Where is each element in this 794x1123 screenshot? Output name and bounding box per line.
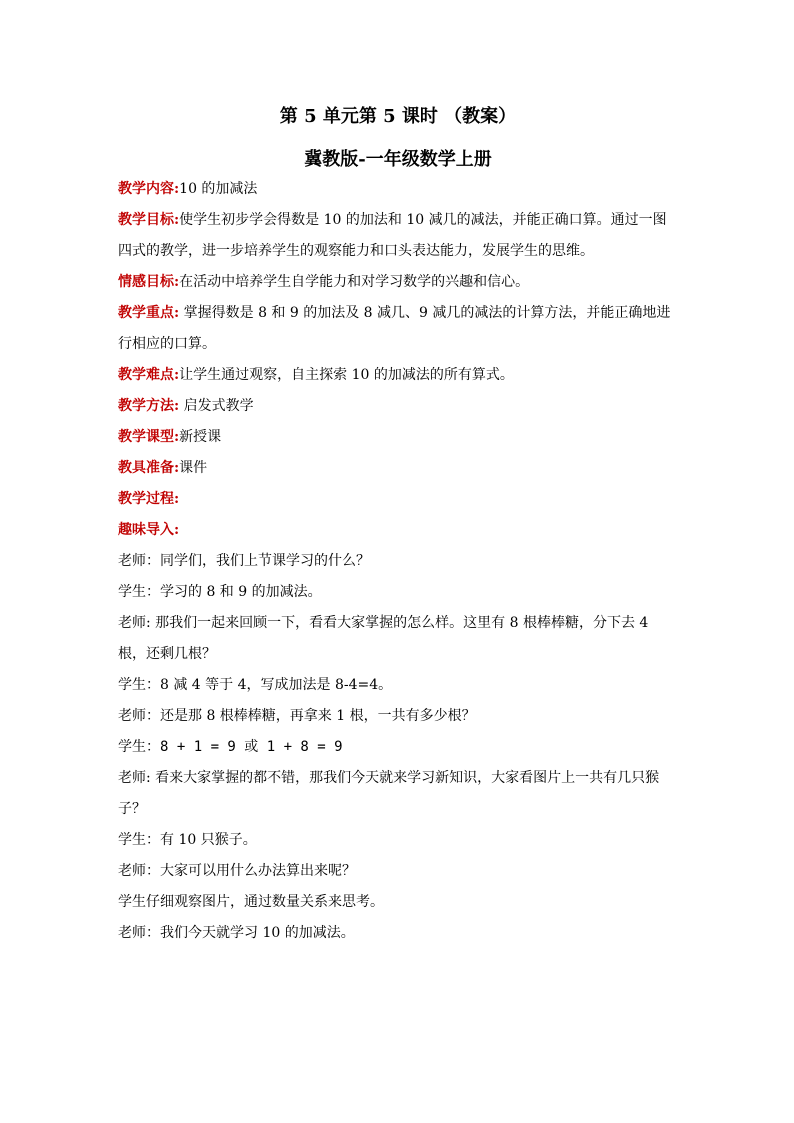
dialogue-line: 学生：有 10 只猴子。 (118, 832, 257, 848)
section-emotion-label: 情感目标: (118, 274, 180, 290)
section-key-points (118, 298, 678, 360)
section-difficulties (118, 360, 678, 391)
section-key-points-text: 掌握得数是 8 和 9 的加法及 8 减几、9 减几的减法的计算方法，并能正确地进行相应的口算。 (118, 305, 671, 352)
dialogue-line: 学生：8 + 1 = 9 或 1 + 8 = 9 (118, 739, 343, 755)
section-method (118, 391, 678, 422)
dialogue-line: 老师：同学们，我们上节课学习的什么？ (118, 553, 370, 569)
dialogue-line: 学生：学习的 8 和 9 的加减法。 (118, 584, 322, 600)
section-process (118, 484, 678, 515)
section-difficulties-text: 让学生通过观察，自主探索 10 的加减法的所有算式。 (179, 367, 514, 383)
section-objectives-label: 教学目标: (118, 212, 180, 228)
dialogue-line: 老师：还是那 8 根棒棒糖，再拿来 1 根，一共有多少根？ (118, 708, 476, 724)
dialogue-line: 学生仔细观察图片，通过数量关系来思考。 (118, 894, 384, 910)
document-subtitle: 冀教版-一年级数学上册 (304, 149, 492, 170)
section-difficulties-label: 教学难点: (118, 367, 180, 383)
section-materials (118, 453, 678, 484)
section-content-text: 10 的加减法 (179, 181, 258, 197)
section-materials-text: 课件 (179, 460, 208, 476)
dialogue-line: 老师: 看来大家掌握的都不错，那我们今天就来学习新知识，大家看图片上一共有几只猴子？ (118, 770, 660, 817)
section-objectives (118, 205, 678, 267)
section-lesson-type-label: 教学课型: (118, 429, 180, 445)
section-method-label: 教学方法: (118, 398, 180, 414)
section-process-label: 教学过程: (118, 491, 180, 507)
section-key-points-label: 教学重点: (118, 305, 180, 321)
section-content-label: 教学内容: (118, 181, 180, 197)
dialogue-line: 老师：大家可以用什么办法算出来呢？ (118, 863, 356, 879)
section-method-text: 启发式教学 (179, 398, 254, 414)
section-content (118, 174, 678, 205)
document-title: 第 5 单元第 5 课时 （教案） (279, 106, 517, 127)
section-intro (118, 515, 678, 546)
section-lesson-type (118, 422, 678, 453)
dialogue-line: 老师：我们今天就学习 10 的加减法。 (118, 925, 355, 941)
section-emotion-text: 在活动中培养学生自学能力和对学习数学的兴趣和信心。 (179, 274, 530, 290)
section-materials-label: 教具准备: (118, 460, 180, 476)
section-intro-label: 趣味导入: (118, 522, 180, 538)
document-body (118, 103, 678, 949)
dialogue-line: 老师: 那我们一起来回顾一下，看看大家掌握的怎么样。这里有 8 根棒棒糖，分下去 4 根，还剩几根？ (118, 615, 649, 662)
section-emotion (118, 267, 678, 298)
section-lesson-type-text: 新授课 (179, 429, 222, 445)
dialogue-line: 学生：8 减 4 等于 4，写成加法是 8-4=4。 (118, 677, 393, 693)
section-objectives-text: 使学生初步学会得数是 10 的加法和 10 减几的减法，并能正确口算。通过一图四式的教学，进一步培养学生的观察能力和口头表达能力，发展学生的思维。 (118, 212, 667, 259)
